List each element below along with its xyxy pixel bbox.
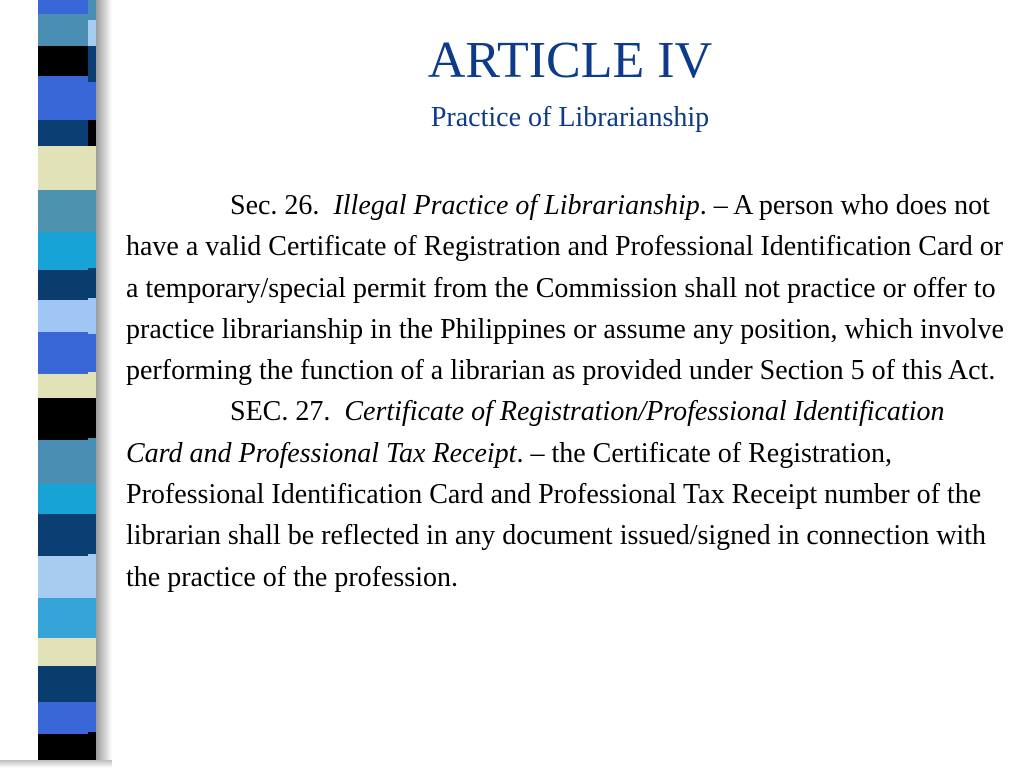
stripe-block — [38, 76, 88, 120]
section-27-number: SEC. 27. — [230, 396, 331, 428]
stripe-block — [38, 514, 88, 556]
section-27-body: . – the Certificate of Registration, Professional Identification Card and Professional Tax Receipt number of the librarian shall be reflected in any document issued/signed in connection with the practice of the profession. — [126, 437, 986, 593]
slide-title: ARTICLE IV — [427, 32, 713, 89]
decorative-stripe-left — [38, 0, 92, 768]
section-26-paragraph — [126, 185, 1006, 391]
stripe-block — [38, 300, 88, 332]
stripe-block — [38, 598, 88, 638]
stripe-block — [38, 120, 88, 146]
stripe-block — [38, 332, 88, 374]
section-26-heading: Illegal Practice of Librarianship — [333, 190, 700, 221]
stripe-shadow — [96, 0, 112, 768]
stripe-block — [38, 14, 88, 46]
stripe-block — [38, 374, 88, 398]
stripe-block — [38, 146, 88, 190]
stripe-block — [38, 638, 88, 666]
bottom-shadow — [0, 760, 112, 768]
stripe-block — [38, 0, 88, 14]
stripe-block — [38, 484, 88, 514]
stripe-block — [38, 702, 88, 734]
stripe-block — [38, 270, 88, 300]
slide-body — [126, 185, 1006, 598]
stripe-block — [38, 398, 88, 440]
section-27-paragraph — [126, 391, 1006, 597]
stripe-block — [38, 190, 88, 232]
stripe-block — [38, 440, 88, 484]
stripe-block — [38, 556, 88, 598]
stripe-block — [38, 232, 88, 270]
stripe-block — [38, 666, 88, 702]
section-27-heading: Certificate of Registration/Professional Identification Card and Professional Tax Receipt — [126, 396, 945, 469]
section-26-body: . – A person who does not have a valid Certificate of Registration and Professional Identification Card or a temporary/special permit from the Commission shall not practice or offer to practice librarianship in the Philippines or assume any position, which involve performing the function of a librarian as provided under Section 5 of this Act. — [126, 190, 1004, 387]
slide-subtitle: Practice of Librarianship — [430, 102, 710, 133]
stripe-block — [38, 46, 88, 76]
section-26-number: Sec. 26. — [230, 190, 320, 221]
